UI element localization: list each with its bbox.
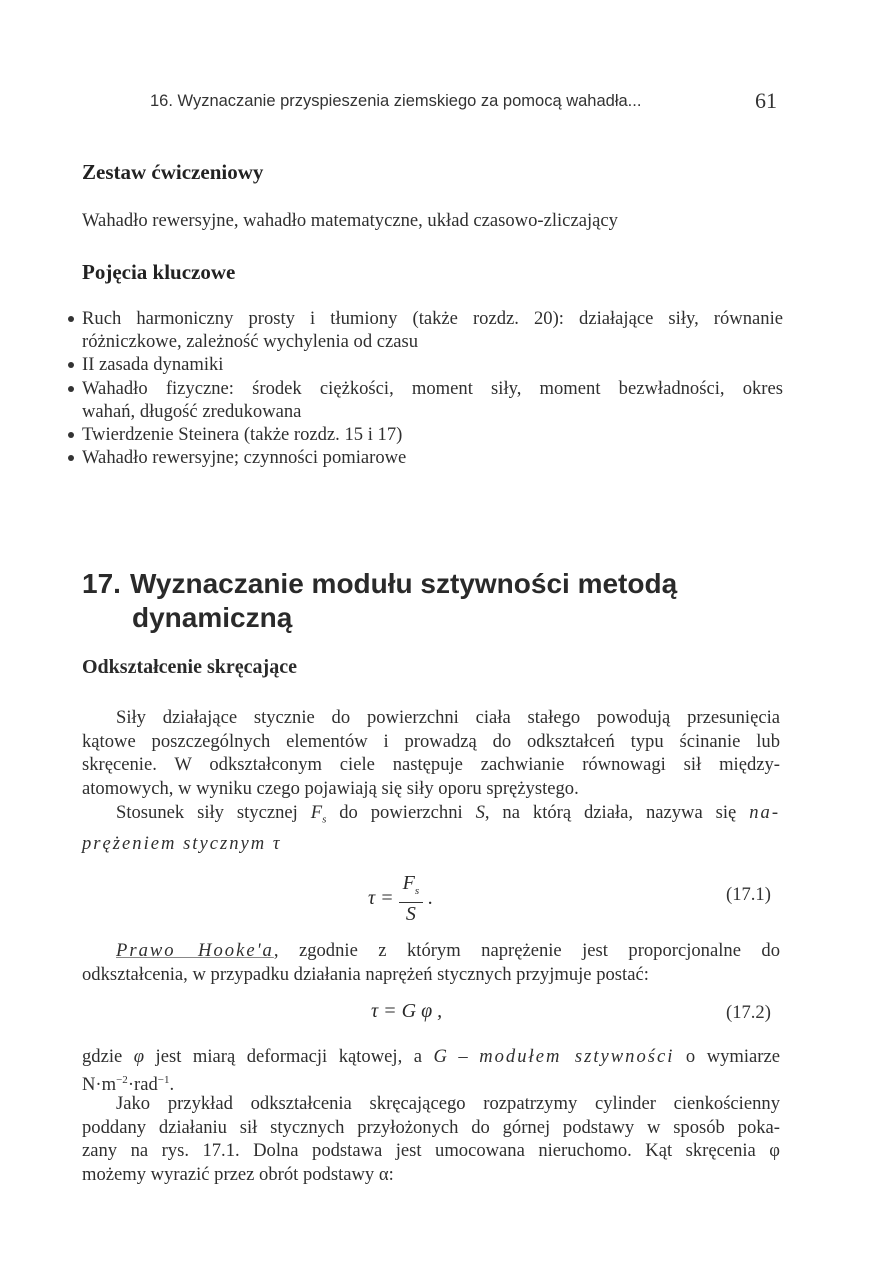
text-line: Jako przykład odkształcenia skręcającego rozpatrzymy cylinder cienkościenny: [116, 1093, 780, 1114]
text-line: Siły działające stycznie do powierzchni ciała stałego powodują przesunięcia: [116, 707, 780, 728]
text: , zgodnie z którym naprężenie jest proporcjonalne do: [273, 940, 780, 961]
subscript-s: s: [414, 885, 420, 897]
paragraph-2: [82, 801, 780, 856]
text: .: [169, 1073, 175, 1095]
list-item: [68, 307, 783, 353]
equation-17-2: τ = G φ ,: [371, 1000, 443, 1022]
list-item-line: Twierdzenie Steinera (także rozdz. 15 i 17): [82, 424, 403, 446]
concepts-heading: Pojęcia kluczowe: [82, 260, 236, 284]
text: o wymiarze: [674, 1046, 780, 1067]
bullet-icon: [68, 455, 74, 461]
bullet-icon: [68, 362, 74, 368]
paragraph-1: [82, 706, 780, 800]
chapter-title-line2: dynamiczną: [132, 602, 293, 633]
exponent: −1: [157, 1073, 170, 1086]
exponent: −2: [116, 1073, 128, 1086]
list-item-line: Ruch harmoniczny prosty i tłumiony (także rozdz. 20): działające siły, równanie: [82, 308, 783, 329]
unit: N·m: [82, 1073, 117, 1095]
chapter-title: [82, 567, 677, 635]
text: Stosunek siły stycznej: [116, 802, 311, 823]
fraction: [399, 872, 424, 925]
equipment-heading: Zestaw ćwiczeniowy: [82, 160, 264, 184]
text-line: [82, 1045, 780, 1069]
list-item: [68, 377, 783, 423]
eq-tail: .: [428, 887, 434, 909]
text-line: [82, 801, 780, 832]
bullet-icon: [68, 432, 74, 438]
equipment-text: Wahadło rewersyjne, wahadło matematyczne, układ czasowo-zliczający: [82, 210, 618, 231]
subscript-s: s: [322, 813, 327, 826]
equation-number: (17.1): [726, 884, 771, 905]
bullet-icon: [68, 316, 74, 322]
text: jest miarą deformacji kątowej, a: [144, 1046, 434, 1067]
list-item: [68, 446, 783, 469]
numerator: F: [402, 872, 415, 894]
list-item-line: różniczkowe, zależność wychylenia od czasu: [82, 331, 419, 353]
hooke-law-term: Prawo Hooke'a: [116, 940, 274, 961]
paragraph-5: [82, 1092, 780, 1186]
list-item-line: wahań, długość zredukowana: [82, 400, 302, 422]
chapter-number: 17.: [82, 568, 121, 599]
text: gdzie: [82, 1046, 134, 1067]
text-line: odkształcenia, w przypadku działania naprężeń stycznych przyjmuje postać:: [82, 963, 649, 985]
text: do powierzchni: [326, 802, 476, 823]
chapter-title-line1: Wyznaczanie modułu sztywności metodą: [130, 568, 678, 599]
list-item: [68, 423, 783, 446]
unit: ·rad: [127, 1073, 158, 1095]
text-line: [82, 939, 780, 963]
symbol-F: F: [310, 802, 323, 823]
list-item-line: II zasada dynamiki: [82, 354, 224, 376]
text-line: możemy wyrazić przez obrót podstawy α:: [82, 1163, 394, 1185]
text-line: zany na rys. 17.1. Dolna podstawa jest umocowana nieruchomo. Kąt skręcenia φ: [82, 1140, 780, 1161]
list-item-line: Wahadło rewersyjne; czynności pomiarowe: [82, 447, 407, 469]
equation-number: (17.2): [726, 1002, 771, 1023]
denominator: S: [405, 903, 416, 925]
text: –: [446, 1046, 480, 1067]
symbol-S: S: [475, 802, 485, 823]
page-number: 61: [755, 88, 777, 113]
term: modułem sztywności: [479, 1046, 675, 1067]
paragraph-3: [82, 939, 780, 986]
text-line: poddany działaniu sił stycznych przyłożonych do górnej podstawy w sposób poka-: [82, 1116, 780, 1138]
symbol-phi: φ: [133, 1046, 145, 1067]
text-line: skręcenie. W odkształconym ciele następuje zachwianie równowagi sił między-: [82, 754, 780, 775]
text-line: kątowe poszczególnych elementów i prowadzą do odkształceń typu ścinanie lub: [82, 730, 780, 752]
text-line: atomowych, w wyniku czego pojawiają się siły oporu sprężystego.: [82, 777, 579, 799]
term: prężeniem stycznym τ: [82, 833, 282, 855]
term: na-: [749, 802, 781, 823]
paragraph-4: [82, 1045, 780, 1096]
symbol-G: G: [433, 1046, 447, 1067]
bullet-icon: [68, 386, 74, 392]
eq-lhs: τ =: [368, 887, 394, 909]
equation-17-1: [368, 872, 433, 925]
text: , na którą działa, nazywa się: [484, 802, 750, 823]
list-item: [68, 353, 783, 376]
concepts-list: [68, 307, 783, 469]
list-item-line: Wahadło fizyczne: środek ciężkości, moment siły, moment bezwładności, okres: [82, 377, 783, 399]
running-header: 16. Wyznaczanie przyspieszenia ziemskiego za pomocą wahadła...: [150, 92, 642, 110]
subsection-heading: Odkształcenie skręcające: [82, 656, 297, 678]
